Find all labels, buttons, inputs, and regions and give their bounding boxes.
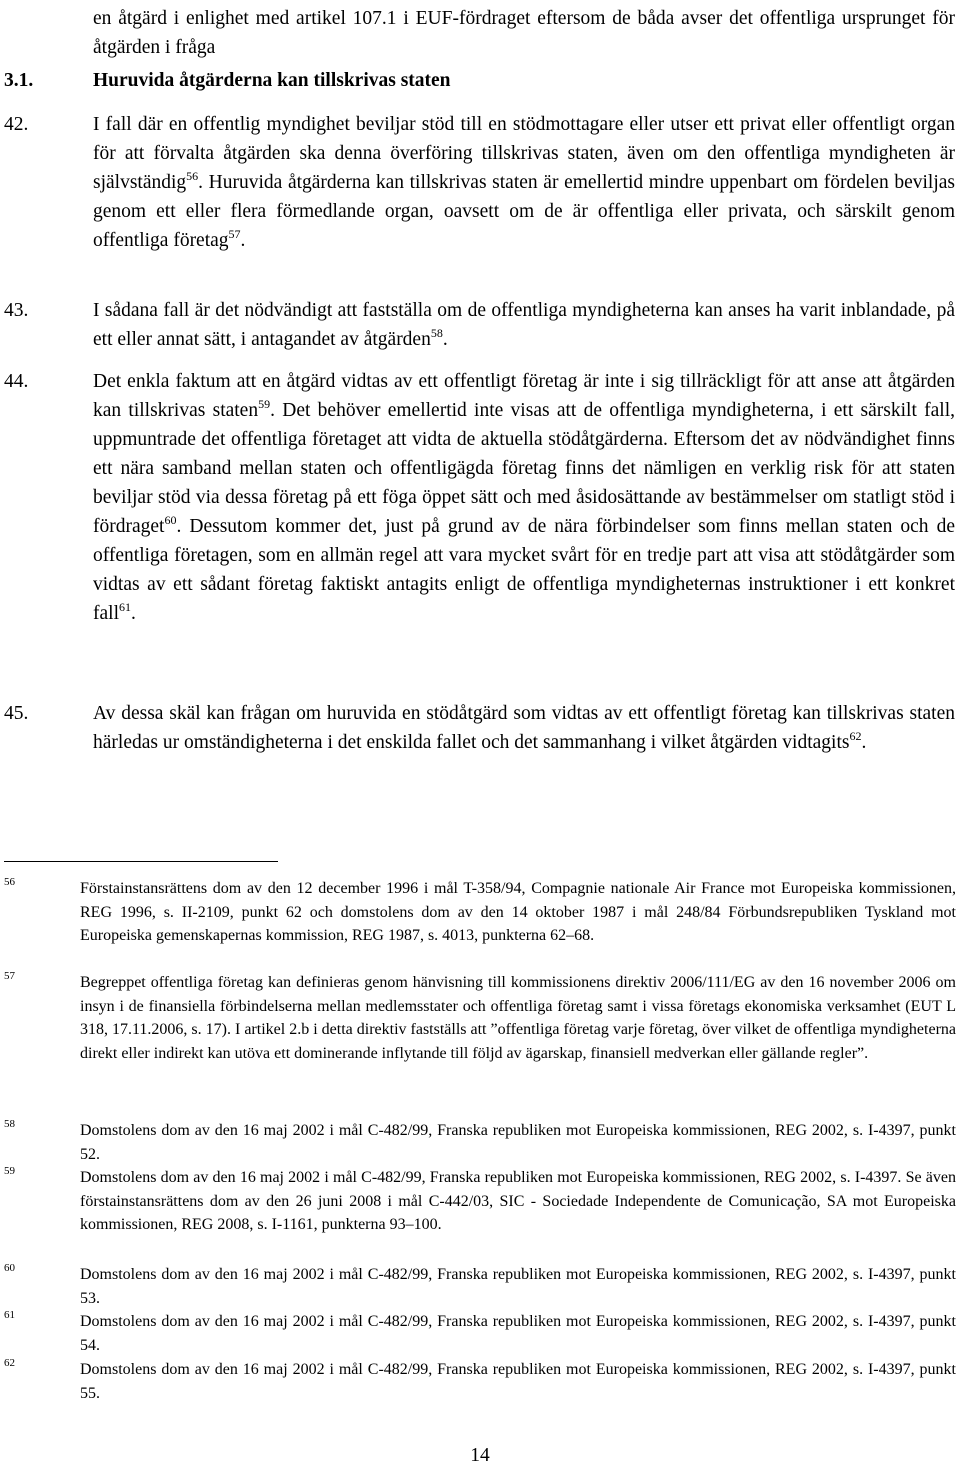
section-number: 3.1.: [4, 70, 34, 91]
paragraph-text: I sådana fall är det nödvändigt att fastställa om de offentliga myndigheterna kan anses ha varit inblandade, på ett eller annat sätt, i antagandet av åtgärden$^{58}$.: [93, 300, 955, 350]
footnote-57: [0, 971, 960, 1065]
paragraph-number: 42.: [4, 114, 29, 135]
footnote-number: 56: [4, 876, 15, 888]
paragraph-number: 45.: [4, 703, 29, 724]
paragraph-text: Av dessa skäl kan frågan om huruvida en stödåtgärd som vidtas av ett offentligt företag kan tillskrivas staten härledas ur omständigheterna i det enskilda fallet och det sammanhang i vilket åtgärden vidtagits$^{62}$.: [93, 703, 955, 753]
footnote-text: Förstainstansrättens dom av den 12 december 1996 i mål T-358/94, Compagnie nationale Air France mot Europeiska kommissionen, REG 1996, s. II-2109, punkt 62 och domstolens dom av den 14 oktober 1987 i mål 248/84 Förbundsrepubliken Tyskland mot Europeiska gemenskapernas kommission, REG 1987, s. 4013, punkterna 62–68.: [80, 880, 956, 944]
footnote-ref[interactable]: 61: [118, 600, 131, 614]
footnote-separator: [4, 861, 278, 862]
footnote-60: [0, 1263, 960, 1310]
footnote-62: [0, 1358, 960, 1405]
footnote-56: [0, 877, 960, 948]
paragraph-number: 43.: [4, 300, 29, 321]
footnote-number: 60: [4, 1262, 15, 1274]
footnote-number: 58: [4, 1118, 15, 1130]
paragraph-45: [0, 699, 960, 757]
page-number: 14: [470, 1445, 490, 1466]
footnote-number: 59: [4, 1165, 15, 1177]
footnote-number: 62: [4, 1357, 15, 1369]
footnote-text: Domstolens dom av den 16 maj 2002 i mål C-482/99, Franska republiken mot Europeiska kommissionen, REG 2002, s. I-4397, punkt 54.: [80, 1313, 956, 1354]
footnote-text: Domstolens dom av den 16 maj 2002 i mål C-482/99, Franska republiken mot Europeiska kommissionen, REG 2002, s. I-4397. Se även förstainstansrättens dom av den 26 juni 2008 i mål C-442/03, SIC - Sociedade Independente de Comunicação, SA mot Europeiska kommissionen, REG 2008, s. I-1161, punkterna 93–100.: [80, 1169, 956, 1233]
paragraph-44: [0, 367, 960, 628]
footnote-ref[interactable]: 59: [258, 397, 271, 411]
footnote-number: 61: [4, 1309, 15, 1321]
footnote-58: [0, 1119, 960, 1166]
footnote-text: Domstolens dom av den 16 maj 2002 i mål C-482/99, Franska republiken mot Europeiska kommissionen, REG 2002, s. I-4397, punkt 55.: [80, 1361, 956, 1402]
footnote-ref[interactable]: 56: [186, 169, 199, 183]
paragraph-text: I fall där en offentlig myndighet beviljar stöd till en stödmottagare eller utser ett privat eller offentligt organ för att förvalta åtgärden ska denna överföring tillskrivas staten, även om den offentliga myndigheten är självständig$^{56}$. Huruvida åtgärderna kan tillskrivas staten är emellertid mindre uppenbart om fördelen beviljas genom ett eller flera förmedlande organ, oavsett om de är offentliga eller privata, och särskilt genom offentliga företag$^{57}$.: [93, 114, 955, 251]
footnote-text: Begreppet offentliga företag kan definieras genom hänvisning till kommissionens direktiv 2006/111/EG av den 16 november 2006 om insyn i de finansiella förbindelserna mellan medlemsstater och offentliga företag samt i vissa företags ekonomiska verksamhet (EUT L 318, 17.11.2006, s. 17). I artikel 2.b i detta direktiv fastställs att ”offentliga företag varje företag, över vilket de offentliga myndigheterna direkt eller indirekt kan utöva ett dominerande inflytande till följd av ägarskap, finansiell medverkan eller gällande regler”.: [80, 974, 956, 1062]
intro-continuation: en åtgärd i enlighet med artikel 107.1 i EUF-fördraget eftersom de båda avser det offentliga ursprunget för åtgärden i fråga: [93, 8, 955, 58]
paragraph-42: [0, 110, 960, 255]
footnote-61: [0, 1310, 960, 1357]
paragraph-number: 44.: [4, 371, 29, 392]
footnote-text: Domstolens dom av den 16 maj 2002 i mål C-482/99, Franska republiken mot Europeiska kommissionen, REG 2002, s. I-4397, punkt 53.: [80, 1266, 956, 1307]
section-title: Huruvida åtgärderna kan tillskrivas staten: [93, 70, 451, 91]
footnote-ref[interactable]: 58: [430, 326, 443, 340]
paragraph-43: [0, 296, 960, 354]
footnote-ref[interactable]: 60: [164, 513, 177, 527]
footnote-text: Domstolens dom av den 16 maj 2002 i mål C-482/99, Franska republiken mot Europeiska kommissionen, REG 2002, s. I-4397, punkt 52.: [80, 1122, 956, 1163]
footnote-ref[interactable]: 62: [849, 729, 862, 743]
footnote-59: [0, 1166, 960, 1237]
footnote-ref[interactable]: 57: [228, 227, 241, 241]
paragraph-text: Det enkla faktum att en åtgärd vidtas av ett offentligt företag är inte i sig tillräckligt för att anse att åtgärden kan tillskrivas staten$^{59}$. Det behöver emellertid inte visas att de offentliga myndigheterna, i ett särskilt fall, uppmuntrade det offentliga företaget att vidta de aktuella stödåtgärderna. Eftersom det av nödvändighet finns ett nära samband mellan staten och offentligägda företag finns det nämligen en verklig risk för att staten beviljar stöd via dessa företag på ett föga öppet sätt och med åsidosättande av bestämmelser om statligt stöd i fördraget$^{60}$. Dessutom kommer det, just på grund av de nära förbindelser som finns mellan staten och de offentliga företagen, som en allmän regel att vara mycket svårt för en tredje part att visa att stödåtgärder som vidtas av ett sådant företag faktiskt antagits enligt de offentliga myndigheternas instruktioner i ett konkret fall$^{61}$.: [93, 371, 955, 624]
footnote-number: 57: [4, 970, 15, 982]
